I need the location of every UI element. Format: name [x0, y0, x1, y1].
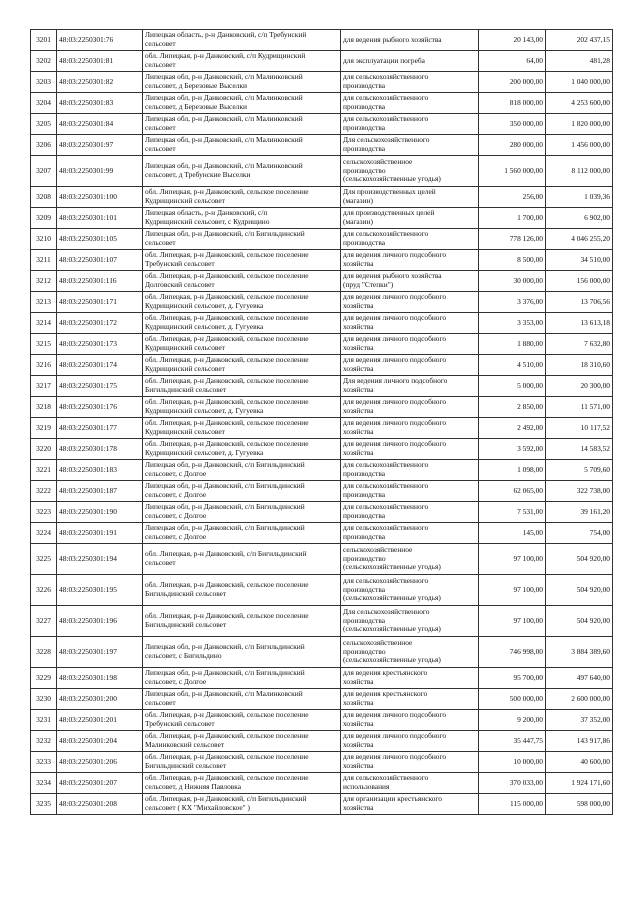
cell-row-number: 3206	[31, 135, 57, 156]
cell-cadastral-value: 3 884 389,60	[546, 637, 613, 668]
cell-permitted-use: для ведения личного подсобного хозяйства	[341, 397, 479, 418]
cell-permitted-use: для ведения личного подсобного хозяйства	[341, 731, 479, 752]
cell-address: обл. Липецкая, р-н Данковский, сельское поселение Долговский сельсовет	[143, 271, 341, 292]
cell-cadastral-number: 48:03:2250301:183	[57, 460, 143, 481]
cell-area: 818 000,00	[479, 93, 546, 114]
cell-cadastral-value: 13 613,18	[546, 313, 613, 334]
cell-area: 500 000,00	[479, 689, 546, 710]
cell-row-number: 3220	[31, 439, 57, 460]
cell-address: обл. Липецкая, р-н Данковский, сельское поселение Бигильдинский сельсовет	[143, 575, 341, 606]
cell-area: 256,00	[479, 187, 546, 208]
cell-cadastral-value: 156 000,00	[546, 271, 613, 292]
cell-cadastral-value: 10 117,52	[546, 418, 613, 439]
cell-row-number: 3225	[31, 544, 57, 575]
cell-address: обл. Липецкая, р-н Данковский, с/п Кудрищинский сельсовет	[143, 51, 341, 72]
cell-row-number: 3205	[31, 114, 57, 135]
cell-row-number: 3213	[31, 292, 57, 313]
cell-row-number: 3203	[31, 72, 57, 93]
cell-area: 7 531,00	[479, 502, 546, 523]
land-parcels-table	[30, 29, 613, 815]
table-row	[31, 313, 613, 334]
cell-address: обл. Липецкая, р-н Данковский, с/п Бигильдинский сельсовет	[143, 544, 341, 575]
cell-row-number: 3214	[31, 313, 57, 334]
cell-permitted-use: для ведения крестьянского хозяйства	[341, 689, 479, 710]
cell-cadastral-value: 13 706,56	[546, 292, 613, 313]
cell-address: обл. Липецкая, р-н Данковский, сельское поселение Кудрищинский сельсовет	[143, 334, 341, 355]
cell-cadastral-value: 481,28	[546, 51, 613, 72]
cell-row-number: 3208	[31, 187, 57, 208]
cell-cadastral-value: 20 300,00	[546, 376, 613, 397]
cell-cadastral-number: 48:03:2250301:107	[57, 250, 143, 271]
cell-cadastral-number: 48:03:2250301:171	[57, 292, 143, 313]
cell-cadastral-number: 48:03:2250301:197	[57, 637, 143, 668]
cell-cadastral-value: 504 920,00	[546, 575, 613, 606]
cell-cadastral-value: 598 000,00	[546, 794, 613, 815]
cell-permitted-use: сельскохозяйственное производство (сельскохозяйственные угодья)	[341, 156, 479, 187]
cell-permitted-use: для сельскохозяйственного производства	[341, 460, 479, 481]
cell-cadastral-number: 48:03:2250301:196	[57, 606, 143, 637]
cell-permitted-use: для ведения личного подсобного хозяйства	[341, 439, 479, 460]
cell-area: 746 998,00	[479, 637, 546, 668]
cell-area: 95 700,00	[479, 668, 546, 689]
cell-area: 200 000,00	[479, 72, 546, 93]
cell-area: 778 126,00	[479, 229, 546, 250]
cell-cadastral-value: 37 352,00	[546, 710, 613, 731]
cell-cadastral-number: 48:03:2250301:76	[57, 30, 143, 51]
cell-cadastral-value: 1 040 000,00	[546, 72, 613, 93]
cell-permitted-use: для ведения личного подсобного хозяйства	[341, 710, 479, 731]
cell-permitted-use: Для производственных целей (магазин)	[341, 187, 479, 208]
cell-cadastral-value: 4 046 255,20	[546, 229, 613, 250]
cell-address: обл. Липецкая, р-н Данковский, сельское поселение Требунский сельсовет	[143, 250, 341, 271]
cell-cadastral-value: 6 902,00	[546, 208, 613, 229]
cell-permitted-use: Для ведения личного подсобного хозяйства	[341, 376, 479, 397]
cell-cadastral-value: 497 640,00	[546, 668, 613, 689]
cell-permitted-use: для организации крестьянского хозяйства	[341, 794, 479, 815]
cell-address: Липецкая обл, р-н Данковский, с/п Бигильдинский сельсовет, с Долгое	[143, 502, 341, 523]
table-row	[31, 355, 613, 376]
cell-row-number: 3224	[31, 523, 57, 544]
table-row	[31, 271, 613, 292]
cell-row-number: 3227	[31, 606, 57, 637]
table-row	[31, 606, 613, 637]
cell-cadastral-number: 48:03:2250301:99	[57, 156, 143, 187]
cell-row-number: 3234	[31, 773, 57, 794]
cell-row-number: 3229	[31, 668, 57, 689]
cell-cadastral-number: 48:03:2250301:116	[57, 271, 143, 292]
cell-address: Липецкая обл, р-н Данковский, с/п Бигильдинский сельсовет	[143, 229, 341, 250]
cell-cadastral-value: 1 039,36	[546, 187, 613, 208]
cell-area: 5 000,00	[479, 376, 546, 397]
cell-address: обл. Липецкая, р-н Данковский, сельское поселение Кудрищинский сельсовет, д. Гугуевка	[143, 439, 341, 460]
cell-permitted-use: для ведения личного подсобного хозяйства	[341, 418, 479, 439]
cell-cadastral-value: 1 924 171,60	[546, 773, 613, 794]
cell-address: Липецкая обл, р-н Данковский, с/п Малинковский сельсовет, д Требунские Выселки	[143, 156, 341, 187]
cell-permitted-use: для сельскохозяйственного производства	[341, 502, 479, 523]
cell-cadastral-value: 754,00	[546, 523, 613, 544]
cell-address: обл. Липецкая, р-н Данковский, сельское поселение Кудрищинский сельсовет, д. Гугуевка	[143, 313, 341, 334]
cell-area: 3 353,00	[479, 313, 546, 334]
table-row	[31, 376, 613, 397]
table-row	[31, 439, 613, 460]
cell-permitted-use: для ведения личного подсобного хозяйства	[341, 355, 479, 376]
table-row	[31, 334, 613, 355]
cell-row-number: 3233	[31, 752, 57, 773]
cell-row-number: 3228	[31, 637, 57, 668]
cell-address: обл. Липецкая, р-н Данковский, с/п Бигильдинский сельсовет ( КХ "Михайловское" )	[143, 794, 341, 815]
cell-cadastral-number: 48:03:2250301:191	[57, 523, 143, 544]
cell-permitted-use: для ведения личного подсобного хозяйства	[341, 334, 479, 355]
cell-row-number: 3231	[31, 710, 57, 731]
cell-cadastral-number: 48:03:2250301:206	[57, 752, 143, 773]
cell-address: обл. Липецкая, р-н Данковский, сельское поселение Бигильдинский сельсовет	[143, 376, 341, 397]
cell-row-number: 3218	[31, 397, 57, 418]
cell-area: 115 000,00	[479, 794, 546, 815]
cell-address: Липецкая обл, р-н Данковский, с/п Бигильдинский сельсовет, с Долгое	[143, 523, 341, 544]
table-row	[31, 292, 613, 313]
cell-row-number: 3232	[31, 731, 57, 752]
cell-cadastral-number: 48:03:2250301:195	[57, 575, 143, 606]
cell-row-number: 3212	[31, 271, 57, 292]
table-row	[31, 637, 613, 668]
cell-permitted-use: для сельскохозяйственного производства (сельскохозяйственные угодья)	[341, 575, 479, 606]
table-body	[31, 30, 613, 815]
cell-permitted-use: для ведения рыбного хозяйства	[341, 30, 479, 51]
cell-address: обл. Липецкая, р-н Данковский, сельское поселение Требунский сельсовет	[143, 710, 341, 731]
cell-cadastral-value: 14 583,52	[546, 439, 613, 460]
cell-cadastral-number: 48:03:2250301:174	[57, 355, 143, 376]
cell-area: 4 510,00	[479, 355, 546, 376]
table-row	[31, 114, 613, 135]
cell-row-number: 3235	[31, 794, 57, 815]
cell-address: обл. Липецкая, р-н Данковский, сельское поселение Кудрищинский сельсовет, д. Гугуевка	[143, 292, 341, 313]
cell-cadastral-value: 40 600,00	[546, 752, 613, 773]
cell-cadastral-number: 48:03:2250301:198	[57, 668, 143, 689]
cell-row-number: 3207	[31, 156, 57, 187]
cell-permitted-use: для сельскохозяйственного производства	[341, 114, 479, 135]
cell-cadastral-number: 48:03:2250301:201	[57, 710, 143, 731]
cell-cadastral-value: 322 738,00	[546, 481, 613, 502]
table-row	[31, 731, 613, 752]
table-row	[31, 397, 613, 418]
cell-cadastral-number: 48:03:2250301:84	[57, 114, 143, 135]
cell-area: 1 098,00	[479, 460, 546, 481]
table-row	[31, 250, 613, 271]
cell-address: обл. Липецкая, р-н Данковский, сельское поселение Малинковский сельсовет	[143, 731, 341, 752]
cell-area: 1 880,00	[479, 334, 546, 355]
cell-permitted-use: для ведения крестьянского хозяйства	[341, 668, 479, 689]
cell-area: 35 447,75	[479, 731, 546, 752]
cell-permitted-use: для ведения личного подсобного хозяйства	[341, 752, 479, 773]
cell-cadastral-value: 7 632,80	[546, 334, 613, 355]
cell-cadastral-number: 48:03:2250301:178	[57, 439, 143, 460]
cell-cadastral-number: 48:03:2250301:176	[57, 397, 143, 418]
table-row	[31, 156, 613, 187]
cell-row-number: 3217	[31, 376, 57, 397]
cell-permitted-use: для ведения личного подсобного хозяйства	[341, 250, 479, 271]
cell-area: 9 200,00	[479, 710, 546, 731]
cell-row-number: 3204	[31, 93, 57, 114]
cell-permitted-use: для сельскохозяйственного производства	[341, 229, 479, 250]
cell-address: обл. Липецкая, р-н Данковский, сельское поселение Бигильдинский сельсовет	[143, 752, 341, 773]
cell-area: 97 100,00	[479, 544, 546, 575]
cell-cadastral-value: 1 456 000,00	[546, 135, 613, 156]
cell-cadastral-number: 48:03:2250301:190	[57, 502, 143, 523]
table-row	[31, 51, 613, 72]
table-row	[31, 72, 613, 93]
cell-cadastral-value: 39 161,20	[546, 502, 613, 523]
cell-cadastral-number: 48:03:2250301:97	[57, 135, 143, 156]
cell-cadastral-value: 11 571,00	[546, 397, 613, 418]
cell-area: 1 560 000,00	[479, 156, 546, 187]
cell-row-number: 3201	[31, 30, 57, 51]
cell-address: обл. Липецкая, р-н Данковский, сельское поселение Кудрищинский сельсовет, д. Гугуевка	[143, 397, 341, 418]
table-row	[31, 575, 613, 606]
cell-area: 3 376,00	[479, 292, 546, 313]
cell-cadastral-value: 34 510,00	[546, 250, 613, 271]
table-row	[31, 187, 613, 208]
cell-cadastral-number: 48:03:2250301:100	[57, 187, 143, 208]
cell-cadastral-number: 48:03:2250301:81	[57, 51, 143, 72]
table-row	[31, 773, 613, 794]
table-row	[31, 93, 613, 114]
table-row	[31, 460, 613, 481]
cell-row-number: 3211	[31, 250, 57, 271]
cell-permitted-use: сельскохозяйственное производство (сельскохозяйственные угодья)	[341, 544, 479, 575]
table-row	[31, 544, 613, 575]
cell-area: 280 000,00	[479, 135, 546, 156]
cell-area: 2 850,00	[479, 397, 546, 418]
cell-area: 370 033,00	[479, 773, 546, 794]
table-row	[31, 30, 613, 51]
cell-area: 1 700,00	[479, 208, 546, 229]
cell-cadastral-number: 48:03:2250301:101	[57, 208, 143, 229]
cell-row-number: 3223	[31, 502, 57, 523]
cell-cadastral-number: 48:03:2250301:187	[57, 481, 143, 502]
cell-cadastral-number: 48:03:2250301:105	[57, 229, 143, 250]
table-row	[31, 135, 613, 156]
cell-permitted-use: для сельскохозяйственного производства	[341, 93, 479, 114]
cell-permitted-use: для сельскохозяйственного производства	[341, 481, 479, 502]
cell-area: 2 492,00	[479, 418, 546, 439]
cell-address: Липецкая область, р-н Данковский, с/п Кудрищинский сельсовет, с Кудрищино	[143, 208, 341, 229]
cell-address: Липецкая обл, р-н Данковский, с/п Бигильдинский сельсовет, с Бигильдино	[143, 637, 341, 668]
cell-area: 62 065,00	[479, 481, 546, 502]
cell-address: Липецкая обл, р-н Данковский, с/п Малинковский сельсовет	[143, 689, 341, 710]
cell-address: обл. Липецкая, р-н Данковский, сельское поселение Кудрищинский сельсовет	[143, 355, 341, 376]
cell-address: обл. Липецкая, р-н Данковский, сельское поселение Кудрищинский сельсовет	[143, 187, 341, 208]
cell-permitted-use: для ведения рыбного хозяйства (пруд "Степки")	[341, 271, 479, 292]
cell-cadastral-number: 48:03:2250301:208	[57, 794, 143, 815]
cell-cadastral-value: 504 920,00	[546, 606, 613, 637]
cell-cadastral-number: 48:03:2250301:83	[57, 93, 143, 114]
cell-row-number: 3230	[31, 689, 57, 710]
cell-cadastral-value: 2 600 000,00	[546, 689, 613, 710]
cell-cadastral-number: 48:03:2250301:207	[57, 773, 143, 794]
cell-cadastral-value: 5 709,60	[546, 460, 613, 481]
cell-cadastral-value: 8 112 000,00	[546, 156, 613, 187]
cell-permitted-use: для сельскохозяйственного производства	[341, 72, 479, 93]
cell-permitted-use: для ведения личного подсобного хозяйства	[341, 292, 479, 313]
cell-row-number: 3216	[31, 355, 57, 376]
cell-cadastral-value: 202 437,15	[546, 30, 613, 51]
table-row	[31, 481, 613, 502]
cell-address: Липецкая обл, р-н Данковский, с/п Бигильдинский сельсовет, с Долгое	[143, 668, 341, 689]
table-row	[31, 229, 613, 250]
cell-area: 20 143,00	[479, 30, 546, 51]
cell-area: 3 592,00	[479, 439, 546, 460]
cell-cadastral-number: 48:03:2250301:177	[57, 418, 143, 439]
cell-cadastral-value: 4 253 600,00	[546, 93, 613, 114]
cell-area: 97 100,00	[479, 606, 546, 637]
table-row	[31, 418, 613, 439]
cell-address: Липецкая обл, р-н Данковский, с/п Малинковский сельсовет, д Березовые Выселки	[143, 93, 341, 114]
cell-cadastral-number: 48:03:2250301:172	[57, 313, 143, 334]
cell-address: Липецкая обл, р-н Данковский, с/п Малинковский сельсовет	[143, 114, 341, 135]
table-row	[31, 752, 613, 773]
cell-address: обл. Липецкая, р-н Данковский, сельское поселение Кудрищинский сельсовет	[143, 418, 341, 439]
cell-cadastral-value: 143 917,86	[546, 731, 613, 752]
cell-address: Липецкая обл, р-н Данковский, с/п Малинковский сельсовет	[143, 135, 341, 156]
cell-cadastral-number: 48:03:2250301:200	[57, 689, 143, 710]
cell-address: Липецкая область, р-н Данковский, с/п Требунский сельсовет	[143, 30, 341, 51]
cell-row-number: 3221	[31, 460, 57, 481]
cell-permitted-use: для ведения личного подсобного хозяйства	[341, 313, 479, 334]
table-row	[31, 502, 613, 523]
table-row	[31, 523, 613, 544]
table-row	[31, 689, 613, 710]
cell-cadastral-number: 48:03:2250301:82	[57, 72, 143, 93]
table-row	[31, 794, 613, 815]
cell-cadastral-number: 48:03:2250301:204	[57, 731, 143, 752]
cell-area: 97 100,00	[479, 575, 546, 606]
cell-row-number: 3202	[31, 51, 57, 72]
cell-permitted-use: для сельскохозяйственного использования	[341, 773, 479, 794]
cell-row-number: 3222	[31, 481, 57, 502]
cell-cadastral-value: 504 920,00	[546, 544, 613, 575]
cell-permitted-use: сельскохозяйственное производство (сельскохозяйственные угодья)	[341, 637, 479, 668]
cell-cadastral-number: 48:03:2250301:194	[57, 544, 143, 575]
cell-row-number: 3210	[31, 229, 57, 250]
cell-row-number: 3215	[31, 334, 57, 355]
cell-permitted-use: для производственных целей (магазин)	[341, 208, 479, 229]
cell-row-number: 3219	[31, 418, 57, 439]
cell-address: Липецкая обл, р-н Данковский, с/п Бигильдинский сельсовет, с Долгое	[143, 460, 341, 481]
cell-address: Липецкая обл, р-н Данковский, с/п Малинковский сельсовет, д Березовые Выселки	[143, 72, 341, 93]
land-registry-sheet	[30, 29, 613, 815]
cell-permitted-use: для эксплуатации погреба	[341, 51, 479, 72]
cell-address: обл. Липецкая, р-н Данковский, сельское поселение сельсовет, д Нижняя Павловка	[143, 773, 341, 794]
table-row	[31, 668, 613, 689]
cell-address: обл. Липецкая, р-н Данковский, сельское поселение Бигильдинский сельсовет	[143, 606, 341, 637]
cell-permitted-use: для сельскохозяйственного производства	[341, 523, 479, 544]
cell-cadastral-number: 48:03:2250301:173	[57, 334, 143, 355]
cell-cadastral-number: 48:03:2250301:175	[57, 376, 143, 397]
cell-area: 30 000,00	[479, 271, 546, 292]
cell-row-number: 3209	[31, 208, 57, 229]
cell-cadastral-value: 18 310,60	[546, 355, 613, 376]
cell-area: 64,00	[479, 51, 546, 72]
cell-address: Липецкая обл, р-н Данковский, с/п Бигильдинский сельсовет, с Долгое	[143, 481, 341, 502]
cell-permitted-use: Для сельскохозяйственного производства	[341, 135, 479, 156]
cell-area: 10 000,00	[479, 752, 546, 773]
cell-cadastral-value: 1 820 000,00	[546, 114, 613, 135]
cell-row-number: 3226	[31, 575, 57, 606]
table-row	[31, 710, 613, 731]
cell-permitted-use: Для сельскохозяйственного производства (сельскохозяйственные угодья)	[341, 606, 479, 637]
table-row	[31, 208, 613, 229]
cell-area: 8 500,00	[479, 250, 546, 271]
cell-area: 145,00	[479, 523, 546, 544]
cell-area: 350 000,00	[479, 114, 546, 135]
